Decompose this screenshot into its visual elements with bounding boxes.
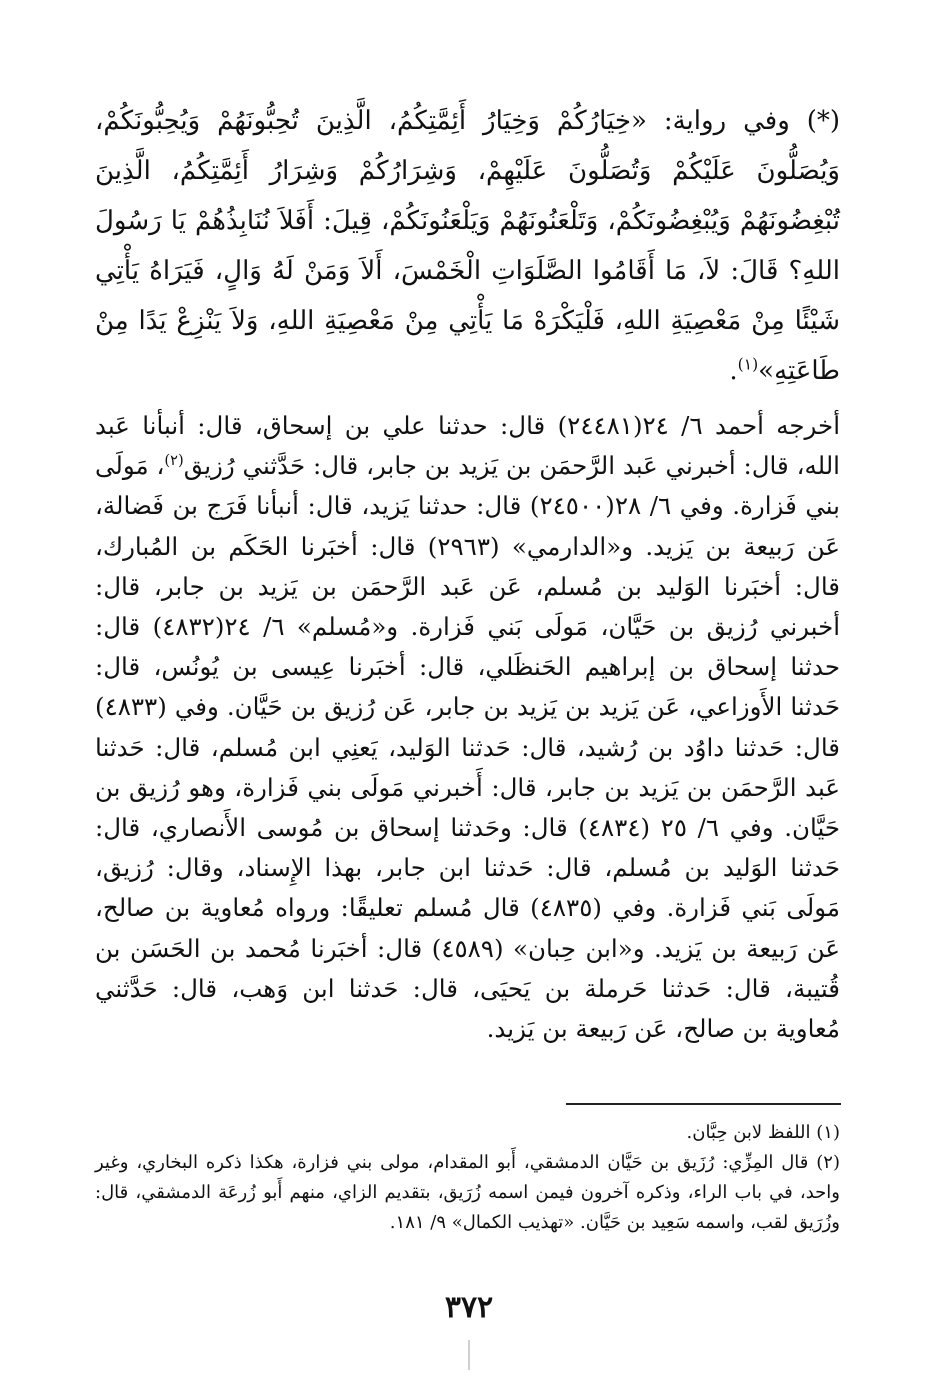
page-body bbox=[95, 96, 840, 1049]
footnote-1: (١) اللفظ لابن حِبَّان. bbox=[686, 1122, 840, 1143]
footnote-marker-2: (٢) bbox=[164, 452, 184, 470]
footnote-marker-1: (١) bbox=[737, 355, 759, 374]
hadith-paragraph: (*) وفي رواية: «خِيَارُكُمْ وَخِيَارُ أَئِمَّتِكُمُ، الَّذِينَ تُحِبُّونَهُمْ وَيُحِبُّونَكُمْ، وَيُصَلُّونَ عَلَيْكُمْ وَتُصَلُّونَ عَلَيْهِمْ، وَشِرَارُكُمْ وَشِرَارُ أَئِمَّتِكُمُ، الَّذِينَ تُبْغِضُونَهُمْ وَيُبْغِضُونَكُمْ، وَتَلْعَنُونَهُمْ وَيَلْعَنُونَكُمْ، قِيلَ: أَفَلاَ نُنَابِذُهُمْ يَا رَسُولَ اللهِ؟ قَالَ: لاَ، مَا أَقَامُوا الصَّلَوَاتِ الْخَمْسَ، أَلاَ وَمَنْ لَهُ وَالٍ، فَيَرَاهُ يَأْتِي شَيْئًا مِنْ مَعْصِيَةِ اللهِ، فَلْيَكْرَهْ مَا يَأْتِي مِنْ مَعْصِيَةِ اللهِ، وَلاَ يَنْزِعْ يَدًا مِنْ طَاعَتِهِ»$^{(١)}$. bbox=[95, 106, 840, 386]
footnotes bbox=[95, 1118, 840, 1238]
scan-mark bbox=[468, 1340, 470, 1370]
takhrij-paragraph bbox=[95, 406, 840, 1049]
takhrij-text-start: أخرجه أحمد ٦/ ٢٤(٢٤٤٨١) قال: حدثنا علي بن إسحاق، قال: أنبأنا عَبد الله، قال: أخبرني عَبد الرَّحمَن بن يَزيد بن جابر، قال: حَدَّثني رُزيق bbox=[95, 411, 840, 481]
footnote-separator bbox=[566, 1103, 841, 1105]
footnote-2: (٢) قال المِزِّي: رُزَيق بن حَيَّان الدمشقي، أَبو المقدام، مولى بني فزارة، هكذا ذكره البخاري، وغير واحد، في باب الراء، وذكره آخرون فيمن اسمه زُرَيق، بتقديم الزاي، منهم أَبو زُرعَة الدمشقي، قال: وزُرَيق لقب، واسمه سَعِيد بن حَيَّان. «تهذيب الكمال» ٩/ ١٨١. bbox=[95, 1152, 840, 1233]
hadith-text: (*) وفي رواية: «خِيَارُكُمْ وَخِيَارُ أَئِمَّتِكُمُ، الَّذِينَ تُحِبُّونَهُمْ وَيُحِبُّونَكُمْ، وَيُصَلُّونَ عَلَيْكُمْ وَتُصَلُّونَ عَلَيْهِمْ، وَشِرَارُكُمْ وَشِرَارُ أَئِمَّتِكُمُ، الَّذِينَ تُبْغِضُونَهُمْ وَيُبْغِضُونَكُمْ، وَتَلْعَنُونَهُمْ وَيَلْعَنُونَكُمْ، قِيلَ: أَفَلاَ نُنَابِذُهُمْ يَا رَسُولَ اللهِ؟ قَالَ: لاَ، مَا أَقَامُوا الصَّلَوَاتِ الْخَمْسَ، أَلاَ وَمَنْ لَهُ وَالٍ، فَيَرَاهُ يَأْتِي شَيْئًا مِنْ مَعْصِيَةِ اللهِ، فَلْيَكْرَهْ مَا يَأْتِي مِنْ مَعْصِيَةِ اللهِ، وَلاَ يَنْزِعْ يَدًا مِنْ طَاعَتِهِ» bbox=[95, 106, 840, 386]
page-number: ٣٧٢ bbox=[444, 1290, 494, 1325]
takhrij-text-rest: ، مَولَى بني فَزارة. وفي ٦/ ٢٨(٢٤٥٠٠) قال: حدثنا يَزيد، قال: أنبأنا فَرَج بن فَضالة، عَن رَبيعة بن يَزيد. و«الدارمي» (٢٩٦٣) قال: أخبَرنا الحَكَم بن المُبارك، قال: أخبَرنا الوَليد بن مُسلم، عَن عَبد الرَّحمَن بن يَزيد بن جابر، قال: أخبرني رُزيق بن حَيَّان، مَولَى بَني فَزارة. و«مُسلم» ٦/ ٢٤(٤٨٣٢) قال: حدثنا إسحاق بن إبراهيم الحَنظَلي، قال: أخبَرنا عِيسى بن يُونُس، قال: حَدثنا الأَوزاعي، عَن يَزيد بن يَزيد بن جابر، عَن رُزيق بن حَيَّان. وفي (٤٨٣٣) قال: حَدثنا داوُد بن رُشيد، قال: حَدثنا الوَليد، يَعنِي ابن مُسلم، قال: حَدثنا عَبد الرَّحمَن بن يَزيد بن جابر، قال: أَخبرني مَولَى بني فَزارة، وهو رُزيق بن حَيَّان. وفي ٦/ ٢٥ (٤٨٣٤) قال: وحَدثنا إسحاق بن مُوسى الأَنصاري، قال: حَدثنا الوَليد بن مُسلم، قال: حَدثنا ابن جابر، بهذا الإِسناد، وقال: رُزيق، مَولَى بَني فَزارة. وفي (٤٨٣٥) قال مُسلم تعليقًا: ورواه مُعاوية بن صالح، عَن رَبيعة بن يَزيد. و«ابن حِبان» (٤٥٨٩) قال: أخبَرنا مُحمد بن الحَسَن بن قُتيبة، قال: حَدثنا حَرملة بن يَحيَى، قال: حَدثنا ابن وَهب، قال: حَدَّثني مُعاوية بن صالح، عَن رَبيعة بن يَزيد. bbox=[95, 451, 841, 1044]
